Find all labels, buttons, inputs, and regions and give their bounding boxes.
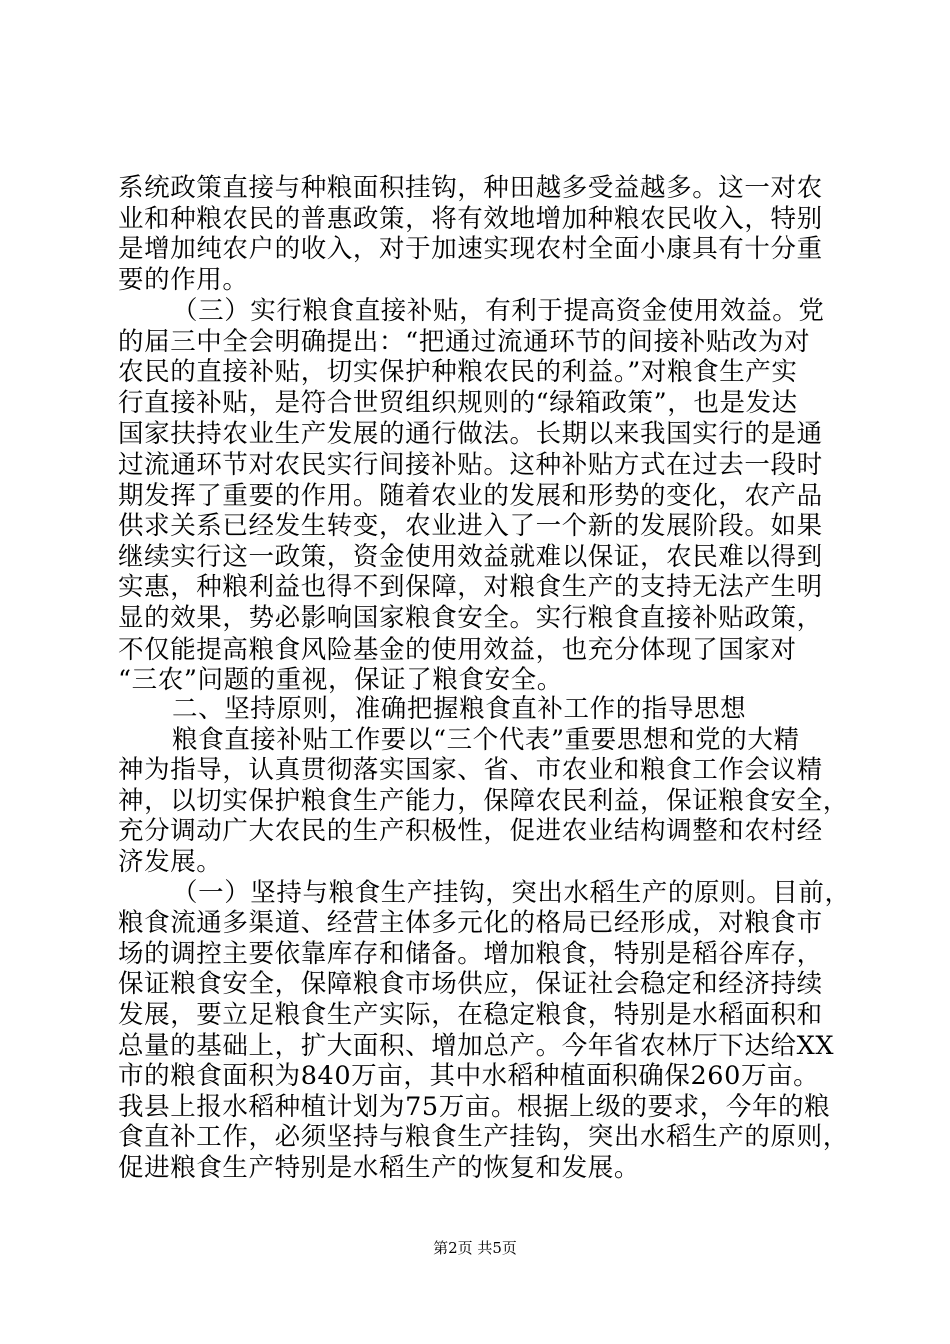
text-line: 农民的直接补贴，切实保护种粮农民的利益。”对粮食生产实 <box>118 357 798 387</box>
text-line: （三）实行粮食直接补贴，有利于提高资金使用效益。党 <box>172 296 825 326</box>
text-line: 总量的基础上，扩大面积、增加总产。今年省农林厅下达给XX <box>118 1031 835 1061</box>
text-line: 行直接补贴，是符合世贸组织规则的“绿箱政策”，也是发达 <box>118 388 798 418</box>
text-line: 期发挥了重要的作用。随着农业的发展和形势的变化，农产品 <box>118 481 823 511</box>
text-line: 不仅能提高粮食风险基金的使用效益，也充分体现了国家对 <box>118 635 797 665</box>
text-line: 继续实行这一政策，资金使用效益就难以保证，农民难以得到 <box>118 542 823 572</box>
text-line: 显的效果，势必影响国家粮食安全。实行粮食直接补贴政策， <box>118 603 823 633</box>
section-heading: 二、坚持原则，准确把握粮食直补工作的指导思想 <box>172 694 747 724</box>
text-line: 的届三中全会明确提出：“把通过流通环节的间接补贴改为对 <box>118 327 811 357</box>
text-line: 保证粮食安全，保障粮食市场供应，保证社会稳定和经济持续 <box>118 969 823 999</box>
text-line: “三农”问题的重视，保证了粮食安全。 <box>118 665 563 695</box>
text-line: 促进粮食生产特别是水稻生产的恢复和发展。 <box>118 1153 641 1183</box>
text-line: 系统政策直接与种粮面积挂钩，种田越多受益越多。这一对农 <box>118 173 823 203</box>
text-line: 市的粮食面积为840万亩，其中水稻种植面积确保260万亩。 <box>118 1061 820 1091</box>
text-line: 国家扶持农业生产发展的通行做法。长期以来我国实行的是通 <box>118 419 823 449</box>
page-number-footer: 第2页 共5页 <box>433 1239 517 1257</box>
text-line: 实惠，种粮利益也得不到保障，对粮食生产的支持无法产生明 <box>118 572 823 602</box>
text-line: 食直补工作，必须坚持与粮食生产挂钩，突出水稻生产的原则， <box>118 1122 849 1152</box>
text-line: 场的调控主要依靠库存和储备。增加粮食，特别是稻谷库存， <box>118 939 823 969</box>
text-line: 粮食流通多渠道、经营主体多元化的格局已经形成，对粮食市 <box>118 908 823 938</box>
text-line: 供求关系已经发生转变，农业进入了一个新的发展阶段。如果 <box>118 511 823 541</box>
text-line: 发展，要立足粮食生产实际，在稳定粮食，特别是水稻面积和 <box>118 1000 823 1030</box>
text-line: 神，以切实保护粮食生产能力，保障农民利益，保证粮食安全， <box>118 786 849 816</box>
text-line: 粮食直接补贴工作要以“三个代表”重要思想和党的大精 <box>172 725 800 755</box>
text-line: 我县上报水稻种植计划为75万亩。根据上级的要求，今年的粮 <box>118 1092 831 1122</box>
text-line: 济发展。 <box>118 847 223 877</box>
text-line: 过流通环节对农民实行间接补贴。这种补贴方式在过去一段时 <box>118 450 823 480</box>
text-line: 神为指导，认真贯彻落实国家、省、市农业和粮食工作会议精 <box>118 755 823 785</box>
text-line: 是增加纯农户的收入，对于加速实现农村全面小康具有十分重 <box>118 234 823 264</box>
text-line: 充分调动广大农民的生产积极性，促进农业结构调整和农村经 <box>118 816 823 846</box>
text-line: （一）坚持与粮食生产挂钩，突出水稻生产的原则。目前， <box>172 878 851 908</box>
text-line: 业和种粮农民的普惠政策，将有效地增加种粮农民收入，特别 <box>118 204 823 234</box>
text-line: 要的作用。 <box>118 265 249 295</box>
